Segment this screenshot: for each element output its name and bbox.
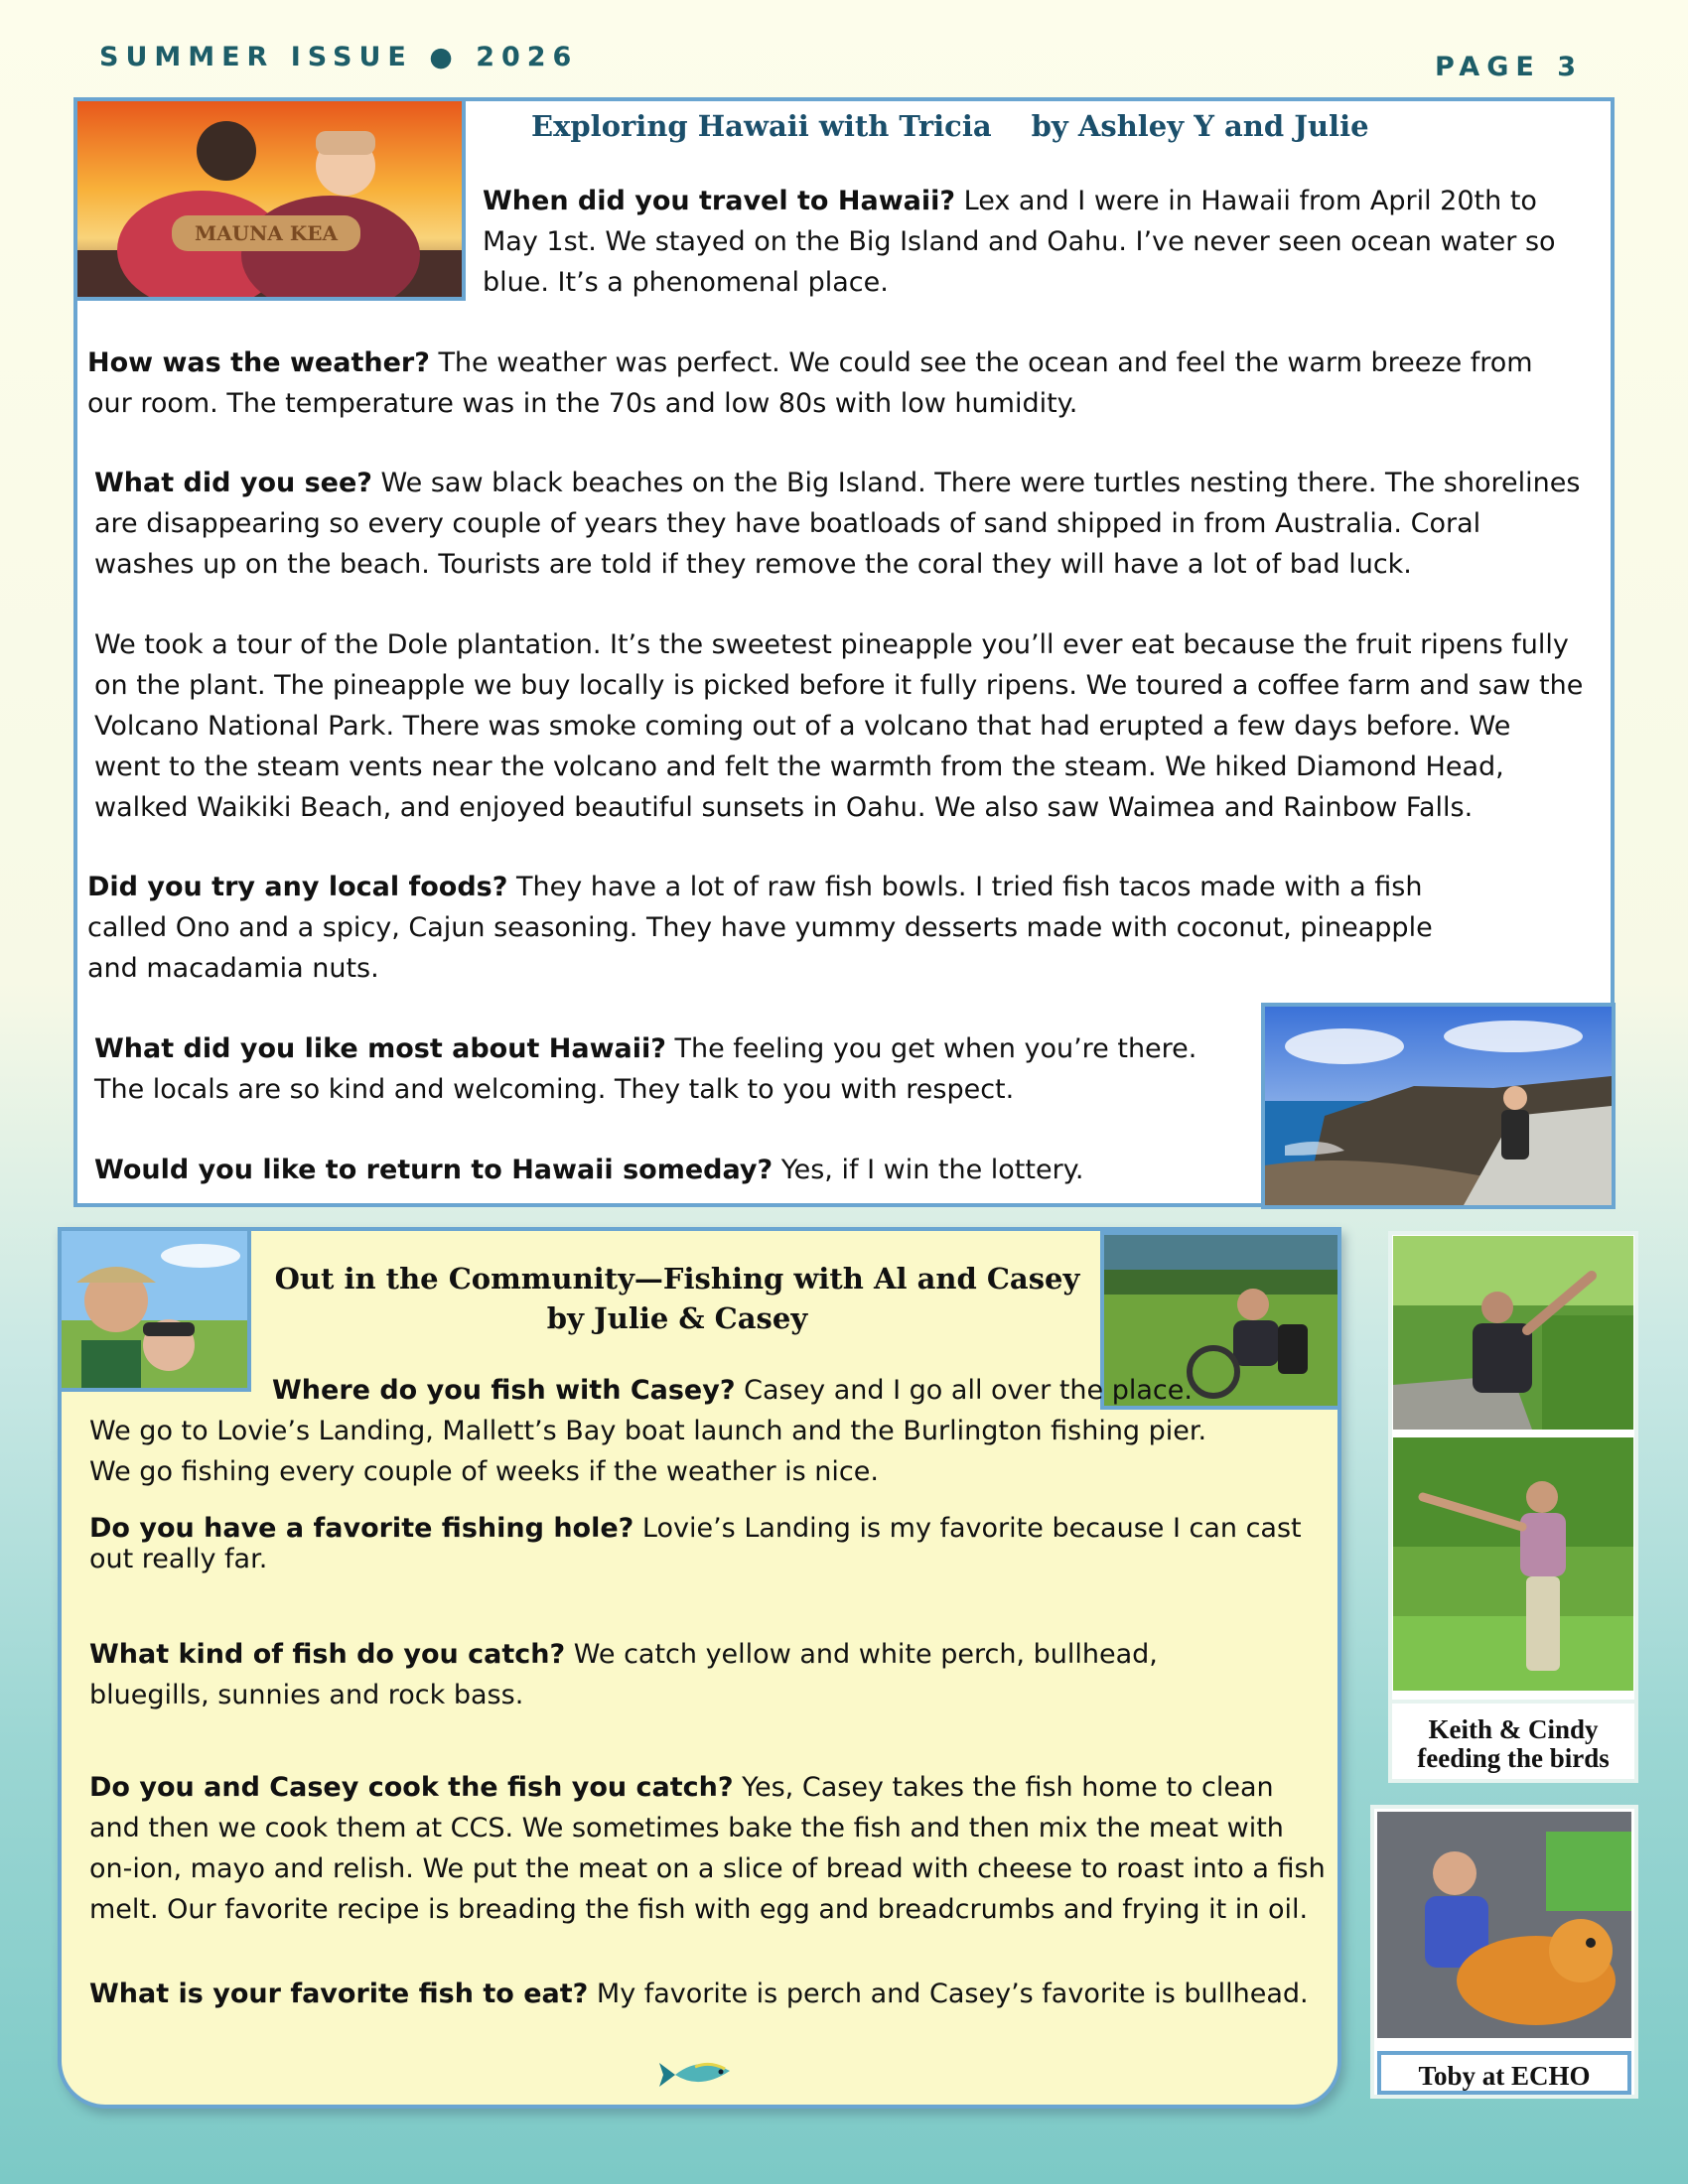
answer: Lex and I were in Hawaii from April 20th to May 1st. We stayed on the Big Island and Oahu. I’ve never seen ocean water so blue. It’s a phenomenal place. (483, 186, 1556, 298)
toby-illustration (1377, 1812, 1631, 2038)
caption-text: Keith & Cindy feeding the birds (1417, 1714, 1610, 1773)
hawaii-qa-2 (87, 342, 1585, 424)
question: When did you travel to Hawaii? (483, 186, 956, 216)
hawaii-byline: by Ashley Y and Julie (1031, 109, 1369, 143)
answer: Yes, if I win the lottery. (773, 1155, 1084, 1185)
answer: We saw black beaches on the Big Island. There were turtles nesting there. The shorelines are disappearing so every couple of years they have boatloads of sand shipped in from Australia. Coral washes up on the beach. Tourists are told if they remove the coral they will have a lot of bad luck. (94, 468, 1581, 580)
answer: The weather was perfect. We could see the ocean and feel the warm breeze from our room. The temperature was in the 70s and low 80s with low humidity. (87, 347, 1533, 419)
hawaii-qa-3 (94, 463, 1584, 585)
question: Would you like to return to Hawaii someday? (94, 1155, 774, 1185)
answer: Yes, Casey takes the fish home to clean and then we cook them at CCS. We sometimes bake the fish and then mix the meat with on-ion, mayo and relish. We put the meat on a slice of bread with cheese to roast into a fish melt. Our favorite recipe is breading the fish with egg and breadcrumbs and frying it in oil. (89, 1772, 1326, 1925)
fishing-title-line1: Out in the Community—Fishing with Al and Casey (274, 1262, 1080, 1296)
coastline-photo (1261, 1003, 1616, 1209)
answer: We catch yellow and white perch, bullhead, bluegills, sunnies and rock bass. (89, 1639, 1158, 1710)
fishing-article-title (260, 1259, 1094, 1338)
issue-label: SUMMER ISSUE ● 2026 (99, 42, 579, 72)
keith-cindy-caption (1388, 1700, 1638, 1783)
page-number: PAGE 3 (1435, 52, 1583, 82)
paragraph-text: We took a tour of the Dole plantation. It’s the sweetest pineapple you’ll ever eat because the fruit ripens fully on the plant. The pineapple we buy locally is picked before it fully ripens. We toured a coffee farm and saw the Volcano National Park. There was smoke coming out of a volcano that had erupted a few days before. We went to the steam vents near the volcano and felt the warmth from the steam. We hiked Diamond Head, walked Waikiki Beach, and enjoyed beautiful sunsets in Oahu. We also saw Waimea and Rainbow Falls. (94, 629, 1584, 823)
answer: The feeling you get when you’re there. The locals are so kind and welcoming. They talk to you with respect. (94, 1033, 1197, 1105)
answer: My favorite is perch and Casey’s favorite is bullhead. (588, 1979, 1309, 2009)
hawaii-article-title (531, 109, 1369, 143)
fishing-qa-5 (89, 1974, 1331, 2014)
hawaii-paragraph-tour (94, 624, 1584, 828)
coastline-illustration (1265, 1007, 1612, 1205)
hawaii-qa-1 (483, 181, 1585, 303)
toby-photo (1377, 1812, 1631, 2038)
keith-illustration (1393, 1236, 1633, 1430)
fishing-byline: by Julie & Casey (546, 1301, 808, 1335)
fishing-qa-4 (89, 1767, 1331, 1930)
selfie-illustration (62, 1231, 247, 1388)
question: How was the weather? (87, 347, 430, 378)
mauna-kea-sign-text: MAUNA KEA (194, 221, 339, 245)
fishing-selfie-photo (58, 1227, 251, 1392)
cindy-photo (1393, 1437, 1633, 1691)
fishing-qa-3 (89, 1634, 1281, 1715)
sunset-illustration (77, 101, 462, 297)
toby-caption (1377, 2051, 1631, 2095)
question: Do you and Casey cook the fish you catch? (89, 1772, 734, 1803)
question: What did you like most about Hawaii? (94, 1033, 666, 1064)
question: Where do you fish with Casey? (272, 1375, 736, 1406)
fishing-qa-1 (89, 1370, 1226, 1492)
question: What kind of fish do you catch? (89, 1639, 566, 1670)
answer: Lovie’s Landing is my favorite because I can cast out really far. (89, 1513, 1302, 1574)
answer: They have a lot of raw fish bowls. I tried fish tacos made with a fish called Ono and a spicy, Cajun seasoning. They have yummy desserts made with coconut, pineapple and macadamia nuts. (87, 872, 1433, 984)
fish-icon (655, 2055, 745, 2095)
answer: Casey and I go all over the place. We go to Lovie’s Landing, Mallett’s Bay boat launch and the Burlington fishing pier. We go fishing every couple of weeks if the weather is nice. (89, 1375, 1207, 1487)
caption-text: Toby at ECHO (1418, 2061, 1591, 2091)
question: Do you have a favorite fishing hole? (89, 1513, 634, 1544)
question: Did you try any local foods? (87, 872, 508, 902)
mauna-kea-photo (73, 97, 466, 301)
hawaii-qa-4 (87, 867, 1477, 989)
keith-photo (1393, 1236, 1633, 1430)
hawaii-qa-6 (94, 1150, 1236, 1190)
hawaii-title-text: Exploring Hawaii with Tricia (531, 109, 992, 143)
fishing-qa-2 (89, 1513, 1331, 1574)
question: What is your favorite fish to eat? (89, 1979, 589, 2009)
question: What did you see? (94, 468, 372, 498)
hawaii-qa-5 (94, 1028, 1236, 1110)
cindy-illustration (1393, 1437, 1633, 1691)
